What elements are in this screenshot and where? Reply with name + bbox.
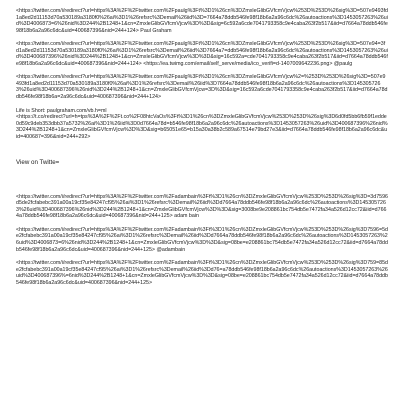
paul-graham-handle-link[interactable]: <https://twitter.com/i/redirect?url=https%3A%2F%2Ftwitter.com%2Fpaulg%3Ft%3D1%26cn%3DZmxleGlibGVfcmVjcw%253D%253D%26sig%3D=507e94=3fd1a8ed2d11153d70a530189a3180f0%26ai%3D1%26refsrc%3Demail%26iid%3D7664a7=ddb546fe98f18b6a2a96c6dc%26autoactions%3D1453057263%26uid%3D400687396%26nid%3D244%2B1248+1&cn=ZmxleGlibGVfcmVjcw%3D%3D&sig=16c592a=cde7041793358c9e4caba263f2b517&iid=d7664a78ddb546fe98f18b6a2a96c6dc&uid=400687396&nid=244+124> <https://ea.twimg.com/email/self_serve/media/ico_verifi=d-1407009642236.png> @paulg xyxy=(16,41,388,67)
tweet-text-link[interactable]: Life is Short: paulgraham.com/vb.h=ml <https://t.co/redirect?url=h=tps%3A%2F%2Ft.co%2F08htcVaOs%3Ft%3D1%26cn%3DZmxleGlibGVfcmVjcw%253D%253D%26sig%3D6d0fd5bb6fb59f1edde0d59c9deb353dbb37a5732%26ai%3D1%26iid%3D0d7664a78d=b546fe98f18b6a2a96c6dc%26autoactions%3D1453057263%26uid%3D400687396%26nid%3D244%2B1248+1&cn=ZmxleGlibGVfcmVjcw%3D%3D&sig=b65051e65=b15a30a38b2c589a67514e79bd27e3&iid=d7664a78ddb546fe98f18b6a2a96c6dc&uid=400687=396&nid=244+292> xyxy=(16,107,388,140)
adam-bain-name-link[interactable]: <https://twitter.com/i/redirect?url=https%3A%2F%2Ftwitter.com%2Fadambain%3Ft%3D1%26cn%3DZmxleGlibGVfcmVjcw%253D%253D%26sig%3D=3d7596d5de2fcfabebc391a00a19cf35e84247cf95%26ai%3D1%26refsrc%3Demail%26iid%3Dd7664a78ddb546fe98f18b6a2a96c6dc%26autoactions%3D1453057263%26uid%3D400687396%26nid%3D244%2B1248+1&cn=ZmxleGlibGVfcmVjcw%3D%3D&sig=3008be9e208861bc754db5e7472fa34a526d12cc72&iid=d7664a78ddb546fe98f18b6a2a96c6dc&uid=400687396&nid=244+125> adam bain xyxy=(16,193,388,220)
adam-bain-profile-link[interactable]: <https://twitter.com/i/redirect?url=https%3A%2F%2Ftwitter.com%2Fadambain%3Ft%3D1%26cn%3DZmxleGlibGVfcmVjcw%253D%253D%26sig%3D759=85de2fcfabebc391a00a19cf35e84247cf95%26ai%3D1%26refsrc%3Demail%26iid%3Dd76=a78ddb546fe98f18b6a2a96c6dc%26autoactions%3D1453057263%26uid%3D400687396%=6nid%3D244%2B1248+1&cn=ZmxleGlibGVfcmVjcw%3D%3D&sig=08be=e208861bc754db5e7472fa34a526d12cc72&iid=d7664a78ddb546fe98f18b6a2a96c6dc&uid=400687396&nid=244+125> xyxy=(16,260,388,286)
paul-graham-name-link[interactable]: <https://twitter.com/i/redirect?url=https%3A%2F%2Ftwitter.com%2Fpaulg%3Ft%3D1%26cn%3DZmxleGlibGVfcmVjcw%253D%253D%26sig%3D=507e9493fd1a8ed2d11153d70a530189a3180f0%26ai%3D1%26refsrc%3Demail%26iid%3D=7664a78ddb546fe98f18b6a2a96c6dc%26autoactions%3D1453057263%26uid%3D4006873=6%26nid%3D244%2B1248+1&cn=ZmxleGlibGVfcmVjcw%3D%3D&sig=6c592a6cde7041793358c9e4caba263f2b517&iid=d7664a78ddb546fe98f18b6a2a96c6dc&uid=400687396&nid=244+124> Paul Graham xyxy=(16,8,388,34)
spacer xyxy=(16,174,388,194)
email-body xyxy=(16,8,388,293)
spacer xyxy=(16,147,388,159)
view-on-twitter-link[interactable]: View on Twitte= xyxy=(16,159,60,167)
adam-bain-handle-link[interactable]: <https://twitter.com/i/redirect?url=https%3A%2F%2Ftwitter.com%2Fadambain%3Ft%3D1%26cn%3DZmxleGlibGVfcmVjcw%253D%253D%26sig%3D7596=5de2fcfabebc391a00a19cf35e84247cf95%26ai%3D1%26refsrc%3Demail%26iid%3Dd7664a78ddb546fe98f18b6a2a96c6dc%26autoactions%3D1453057263%26uid%3D4006873=6%26nid%3D244%2B1248+1&cn=ZmxleGlibGVfcmVjcw%3D%3D&sig=08be=e208861bc754db5e7472fa34a526d12cc72&iid=d7664a78ddb546fe98f18b6a2a96c6dc&uid=400687396&nid=244+125> @adambain xyxy=(16,226,388,253)
paul-graham-profile-link[interactable]: <https://twitter.com/i/redirect?url=https%3A%2F%2Ftwitter.com%2Fpaulg%3Ft%3D1%26cn%3DZmxleGlibGVfcmVjcw%2=%253D%253D%26sig%3D=507e9493fd1a8ed2d11153d70a530189a3180f0%26ai%3D1%26refsrc%3Demail%26iid%3D7664a78ddb546fe98f18b6a2a96c6dc%26autoactions%3D1453057263%26uid%3D400687396%26nid%3D244%2B1248+1&cn=ZmxleGlibGVfcmVjcw=3D%3D&sig=16c592a6cde7041793358c9e4caba263f2b517&iid=d7664a78ddb546fe98f18b6a=2a96c6dc&uid=400687396&nid=244+124> xyxy=(16,74,388,101)
